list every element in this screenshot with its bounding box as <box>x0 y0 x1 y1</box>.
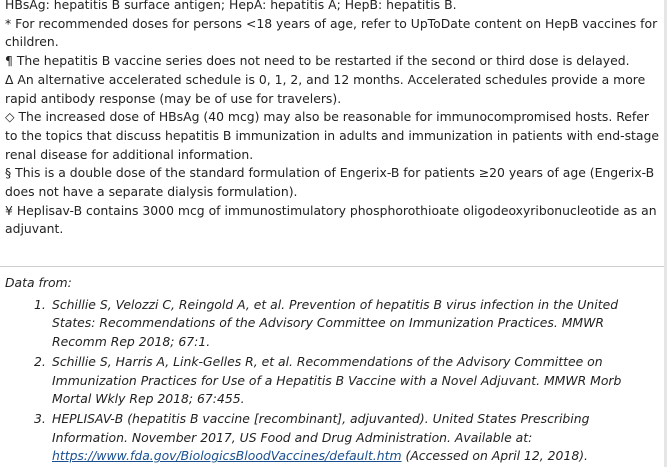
reference-number: 2. <box>34 353 46 369</box>
reference-number: 1. <box>34 296 46 312</box>
footnote-diamond: ◇ The increased dose of HBsAg (40 mcg) may also be reasonable for immunocompromised hosts. Refer to the topics that discuss hepatitis B immunization in adults and immunization in patients with end-stage renal disease for additional information. <box>5 109 659 162</box>
reference-item <box>5 410 659 466</box>
reference-item <box>5 296 659 352</box>
footnote-pilcrow: ¶ The hepatitis B vaccine series does not need to be restarted if the second or third dose is delayed. <box>5 53 630 69</box>
references-list <box>5 296 659 466</box>
section-divider <box>0 266 667 267</box>
fda-link[interactable]: https://www.fda.gov/BiologicsBloodVaccines/default.htm <box>52 448 402 464</box>
footnote-yen: ¥ Heplisav-B contains 3000 mcg of immunostimulatory phosphorothioate oligodeoxyribonucleotide as an adjuvant. <box>5 202 657 237</box>
references-heading: Data from: <box>5 275 72 290</box>
reference-accessed: (Accessed on April 12, 2018). <box>405 448 588 464</box>
footnote-abbreviations: HBsAg: hepatitis B surface antigen; HepA: hepatitis A; HepB: hepatitis B. <box>5 0 457 12</box>
footnotes <box>5 0 659 239</box>
reference-item <box>5 353 659 409</box>
footnote-section: § This is a double dose of the standard formulation of Engerix-B for patients ≥20 years of age (Engerix-B does not have a separate dialysis formulation). <box>5 165 655 200</box>
footnote-delta: Δ An alternative accelerated schedule is 0, 1, 2, and 12 months. Accelerated schedules provide a more rapid antibody response (may be of use for travelers). <box>5 71 646 106</box>
references-section <box>5 274 659 467</box>
reference-text: Schillie S, Velozzi C, Reingold A, et al. Prevention of hepatitis B virus infection in the United States: Recommendations of the Advisory Committee on Immunization Practices. MMWR Recomm Rep 2018; 67:1. <box>52 296 619 350</box>
reference-text: Schillie S, Harris A, Link-Gelles R, et al. Recommendations of the Advisory Committee on Immunization Practices for Use of a Hepatitis B Vaccine with a Novel Adjuvant. MMWR Morb Mortal Wkly Rep 2018; 67:455. <box>52 353 622 407</box>
reference-number: 3. <box>34 410 46 426</box>
footnote-asterisk: * For recommended doses for persons <18 years of age, refer to UpToDate content on HepB vaccines for children. <box>5 15 658 50</box>
reference-text: HEPLISAV-B (hepatitis B vaccine [recombinant], adjuvanted). United States Prescribing Information. November 2017, US Food and Drug Administration. Available at: <box>52 410 590 445</box>
